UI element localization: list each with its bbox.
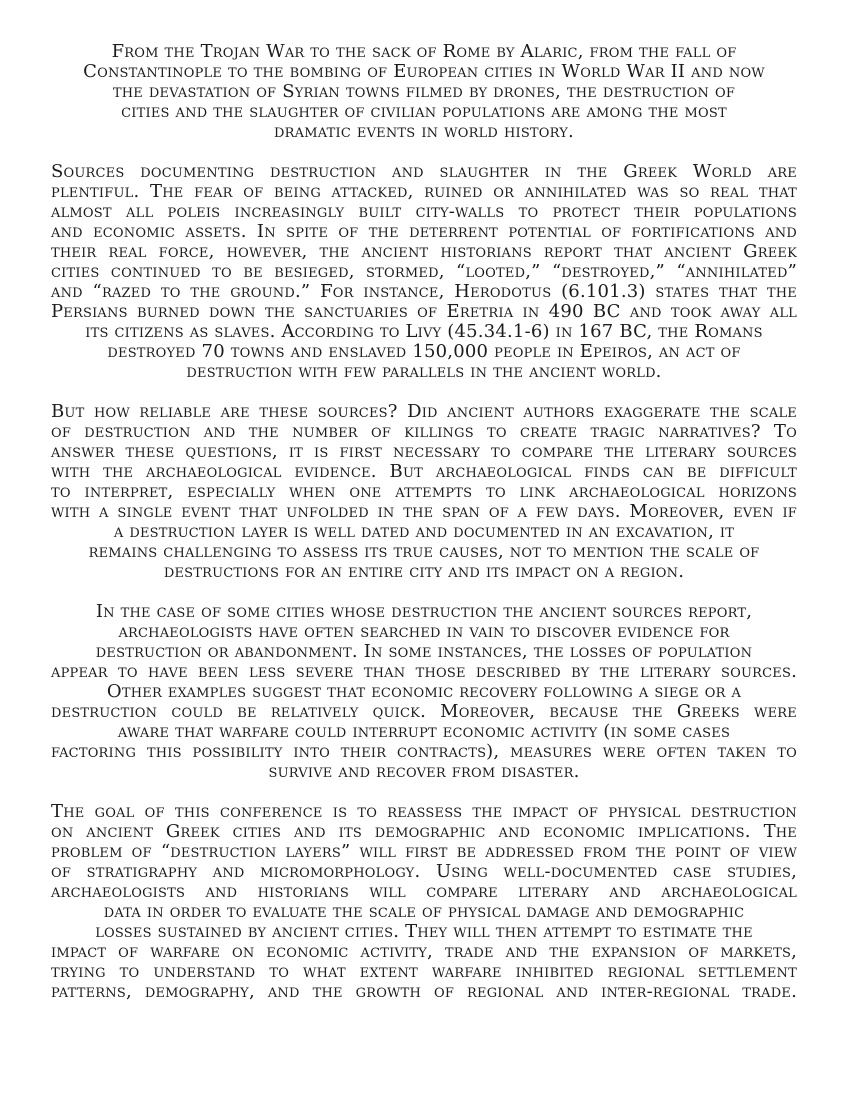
text-line: losses sustained by ancient cities. They will then attempt to estimate the	[95, 921, 753, 942]
text-line: destruction or abandonment. In some instances, the losses of population	[95, 641, 753, 662]
text-line: plentiful. The fear of being attacked, ruined or annihilated was so real that	[51, 181, 797, 202]
text-line: data in order to evaluate the scale of physical damage and demographic	[103, 901, 745, 922]
text-line: Constantinople to the bombing of European cities in World War II and now	[83, 61, 765, 82]
paragraph-3	[51, 402, 797, 582]
text-line: dramatic events in world history.	[274, 121, 574, 142]
text-line: The goal of this conference is to reassess the impact of physical destruction	[51, 801, 797, 822]
paragraph-1	[51, 42, 797, 142]
text-line: with the archaeological evidence. But archaeological finds can be difficult	[51, 461, 797, 482]
text-line: of destruction and the number of killings to create tragic narratives? To	[51, 421, 797, 442]
text-line: destruction with few parallels in the ancient world.	[186, 361, 662, 382]
text-line: to interpret, especially when one attempts to link archaeological horizons	[51, 481, 797, 502]
text-line: aware that warfare could interrupt economic activity (in some cases	[117, 721, 731, 742]
text-line: cities continued to be besieged, stormed, “looted,” “destroyed,” “annihilated”	[51, 261, 797, 282]
paragraph-list	[51, 42, 797, 1002]
text-line: patterns, demography, and the growth of regional and inter-regional trade.	[51, 981, 797, 1002]
text-line: archaeologists and historians will compare literary and archaeological	[51, 881, 797, 902]
text-line: and “razed to the ground.” For instance, Herodotus (6.101.3) states that the	[51, 281, 797, 302]
text-line: its citizens as slaves. According to Livy (45.34.1-6) in 167 BC, the Romans	[85, 321, 763, 342]
text-line: appear to have been less severe than those described by the literary sources.	[51, 661, 797, 682]
text-line: almost all poleis increasingly built city-walls to protect their populations	[51, 201, 797, 222]
text-line: destructions for an entire city and its impact on a region.	[163, 561, 685, 582]
text-line: the devastation of Syrian towns filmed by drones, the destruction of	[112, 81, 736, 102]
text-line: on ancient Greek cities and its demographic and economic implications. The	[51, 821, 797, 842]
text-line: From the Trojan War to the sack of Rome by Alaric, from the fall of	[111, 41, 737, 62]
text-line: destroyed 70 towns and enslaved 150,000 people in Epeiros, an act of	[107, 341, 741, 362]
text-line: destruction could be relatively quick. Moreover, because the Greeks were	[51, 701, 797, 722]
document-body	[51, 42, 797, 1022]
text-line: of stratigraphy and micromorphology. Using well-documented case studies,	[51, 861, 797, 882]
text-line: Sources documenting destruction and slaughter in the Greek World are	[51, 161, 797, 182]
text-line: problem of “destruction layers” will first be addressed from the point of view	[51, 841, 797, 862]
paragraph-4	[51, 602, 797, 782]
text-line: with a single event that unfolded in the span of a few days. Moreover, even if	[51, 501, 797, 522]
text-line: a destruction layer is well dated and documented in an excavation, it	[113, 521, 735, 542]
text-line: Persians burned down the sanctuaries of Eretria in 490 BC and took away all	[51, 301, 797, 322]
text-line: answer these questions, it is first necessary to compare the literary sources	[51, 441, 797, 462]
text-line: Other examples suggest that economic recovery following a siege or a	[106, 681, 742, 702]
paragraph-2	[51, 162, 797, 382]
paragraph-5	[51, 802, 797, 1002]
text-line: factoring this possibility into their contracts), measures were often taken to	[51, 741, 797, 762]
text-line: impact of warfare on economic activity, trade and the expansion of markets,	[51, 941, 797, 962]
text-line: and economic assets. In spite of the deterrent potential of fortifications and	[51, 221, 797, 242]
text-line: But how reliable are these sources? Did ancient authors exaggerate the scale	[51, 401, 797, 422]
text-line: cities and the slaughter of civilian populations are among the most	[121, 101, 727, 122]
text-line: remains challenging to assess its true causes, not to mention the scale of	[88, 541, 760, 562]
text-line: their real force, however, the ancient historians report that ancient Greek	[51, 241, 797, 262]
text-line: archaeologists have often searched in vain to discover evidence for	[118, 621, 730, 642]
text-line: survive and recover from disaster.	[268, 761, 580, 782]
text-line: trying to understand to what extent warfare inhibited regional settlement	[51, 961, 797, 982]
text-line: In the case of some cities whose destruction the ancient sources report,	[95, 601, 753, 622]
